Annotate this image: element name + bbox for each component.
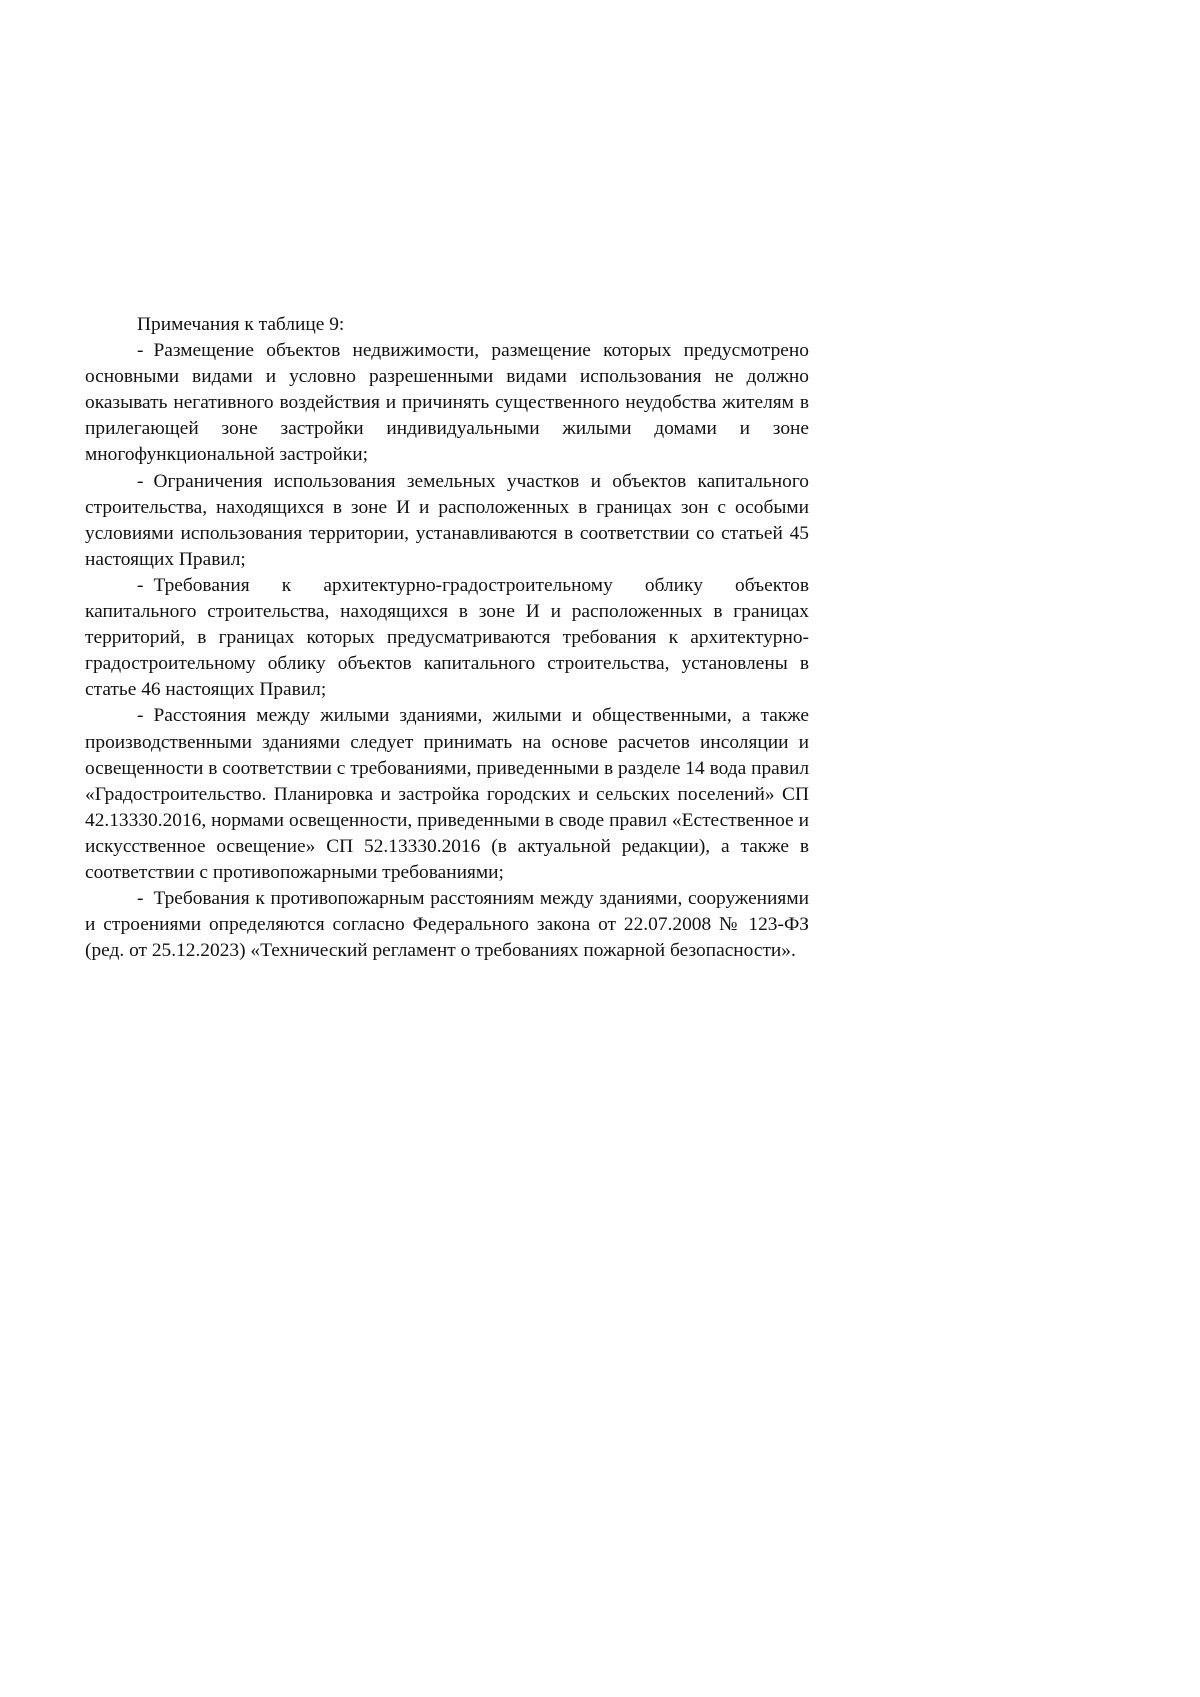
note-text: Требования к архитектурно-градостроительному облику объектов капитального строительства, находящихся в зоне И и расположенных в границах территорий, в границах которых предусматриваются требования к архитектурно-градостроительному облику объектов капитального строительства, установлены в статье 46 настоящих Правил; bbox=[85, 574, 809, 701]
note-text: Требования к противопожарным расстояниям между зданиями, сооружениями и строениями определяются согласно Федерального закона от 22.07.2008 № 123-ФЗ (ред. от 25.12.2023) «Технический регламент о требованиях пожарной безопасности». bbox=[85, 888, 809, 962]
note-dash: - bbox=[137, 340, 144, 362]
note-text: Размещение объектов недвижимости, размещение которых предусмотрено основными видами и условно разрешенными видами использования не должно оказывать негативного воздействия и причинять существенного неудобства жителям в прилегающей зоне застройки индивидуальными жилыми домами и зоне многофункциональной застройки; bbox=[85, 340, 809, 466]
note-dash: - bbox=[137, 888, 144, 910]
note-dash: - bbox=[137, 705, 144, 727]
note-item-3 bbox=[85, 573, 809, 703]
note-item-2 bbox=[85, 469, 809, 573]
note-item-5 bbox=[85, 886, 809, 964]
note-text: Ограничения использования земельных участков и объектов капитального строительства, находящихся в зоне И и расположенных в границах зон с особыми условиями использования территории, устанавливаются в соответствии со статьей 45 настоящих Правил; bbox=[85, 470, 809, 570]
note-item-4 bbox=[85, 703, 809, 886]
note-text: Расстояния между жилыми зданиями, жилыми и общественными, а также производственными зданиями следует принимать на основе расчетов инсоляции и освещенности в соответствии с требованиями, приведенными в разделе 14 вода правил «Градостроительство. Планировка и застройка городских и сельских поселений» СП 42.13330.2016, нормами освещенности, приведенными в своде правил «Естественное и искусственное освещение» СП 52.13330.2016 (в актуальной редакции), а также в соответствии с противопожарными требованиями; bbox=[85, 705, 809, 883]
note-dash: - bbox=[137, 470, 144, 492]
notes-heading: Примечания к таблице 9: bbox=[137, 314, 345, 335]
note-item-1 bbox=[85, 338, 809, 468]
note-dash: - bbox=[137, 574, 144, 596]
notes-section bbox=[85, 312, 809, 964]
